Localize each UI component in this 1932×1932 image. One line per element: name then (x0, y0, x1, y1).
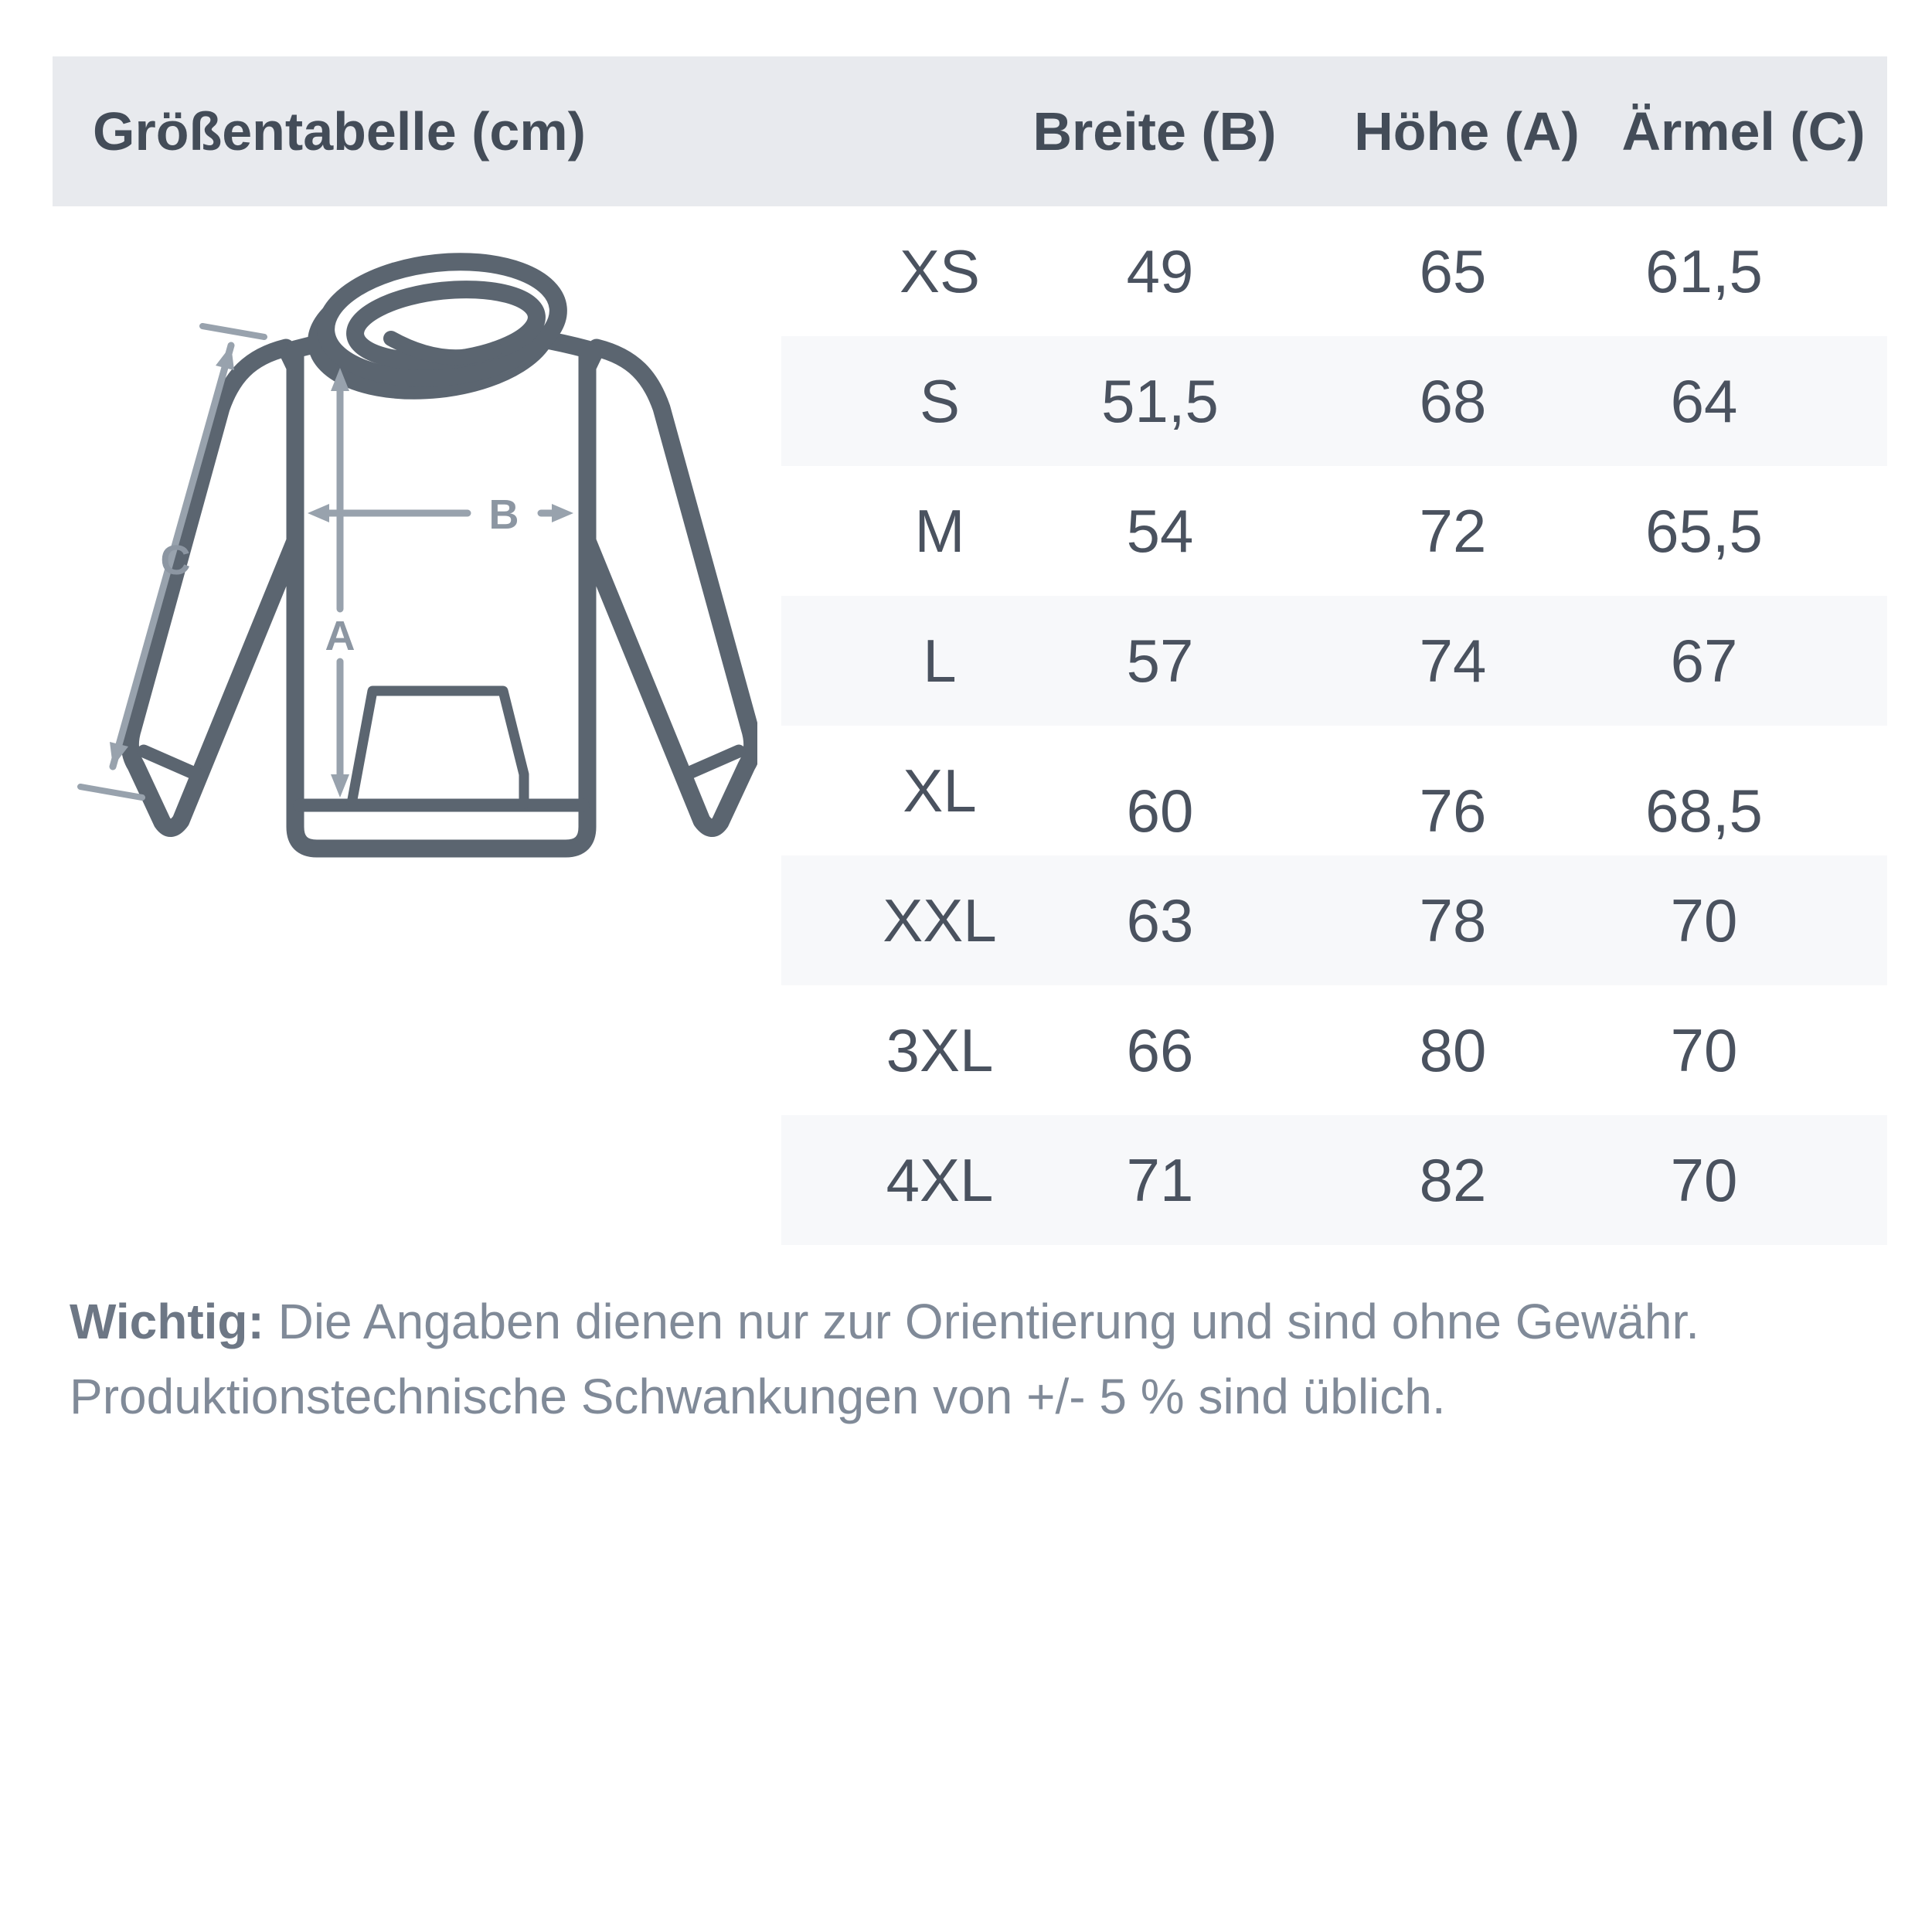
disclaimer-line-1 (70, 1284, 1878, 1359)
breite-value: 66 (1126, 1015, 1194, 1084)
hoehe-value: 80 (1419, 1015, 1487, 1084)
size-label: XL (903, 756, 977, 825)
size-label: XS (899, 236, 981, 305)
aermel-value: 70 (1670, 1015, 1738, 1084)
table-row-s (781, 336, 1887, 466)
size-label: M (914, 496, 965, 565)
aermel-value: 68,5 (1645, 776, 1763, 845)
disclaimer-line-2: Produktionstechnische Schwankungen von +/- 5 % sind üblich. (70, 1369, 1446, 1424)
aermel-value: 61,5 (1645, 236, 1763, 305)
hoehe-value: 78 (1419, 886, 1487, 954)
disclaimer-line-1-text: Die Angaben dienen nur zur Orientierung und sind ohne Gewähr. (264, 1294, 1700, 1349)
arrow-c-head-top (216, 345, 234, 370)
hoehe-value: 82 (1419, 1145, 1487, 1214)
column-header-breite: Breite (B) (1032, 101, 1277, 162)
kangaroo-pocket (352, 691, 524, 804)
dimension-label-c: C (160, 537, 191, 583)
hoehe-value: 72 (1419, 496, 1487, 565)
table-row-l (781, 596, 1887, 726)
hoehe-value: 74 (1419, 626, 1487, 695)
size-label: XXL (883, 886, 997, 954)
column-header-hoehe: Höhe (A) (1354, 101, 1580, 162)
breite-value: 51,5 (1101, 366, 1219, 435)
size-label: 3XL (886, 1015, 994, 1084)
breite-value: 71 (1126, 1145, 1194, 1214)
aermel-value: 70 (1670, 886, 1738, 954)
aermel-value: 65,5 (1645, 496, 1763, 565)
disclaimer-bold-word: Wichtig: (70, 1294, 264, 1349)
aermel-value: 67 (1670, 626, 1738, 695)
size-label: L (923, 626, 957, 695)
table-row-xs (781, 206, 1887, 336)
aermel-value: 64 (1670, 366, 1738, 435)
breite-value: 63 (1126, 886, 1194, 954)
size-label: S (919, 366, 961, 435)
hoehe-value: 68 (1419, 366, 1487, 435)
page-title: Größentabelle (cm) (93, 101, 586, 162)
disclaimer-note (70, 1284, 1878, 1434)
size-label: 4XL (886, 1145, 994, 1214)
hoodie-measure-diagram (46, 232, 757, 889)
table-row-3xl (781, 985, 1887, 1115)
dimension-label-a: A (325, 613, 355, 659)
breite-value: 54 (1126, 496, 1194, 565)
table-row-m (781, 466, 1887, 596)
dimension-label-b: B (488, 492, 519, 538)
breite-value: 57 (1126, 626, 1194, 695)
size-chart-header (53, 56, 1887, 206)
breite-value: 49 (1126, 236, 1194, 305)
column-header-aermel: Ärmel (C) (1621, 101, 1866, 162)
breite-value: 60 (1126, 776, 1194, 845)
table-row-xl (781, 726, 1887, 855)
aermel-value: 70 (1670, 1145, 1738, 1214)
table-row-xxl (781, 855, 1887, 985)
hoodie-drawing (46, 232, 757, 889)
hoehe-value: 65 (1419, 236, 1487, 305)
table-row-4xl (781, 1115, 1887, 1245)
hoehe-value: 76 (1419, 776, 1487, 845)
